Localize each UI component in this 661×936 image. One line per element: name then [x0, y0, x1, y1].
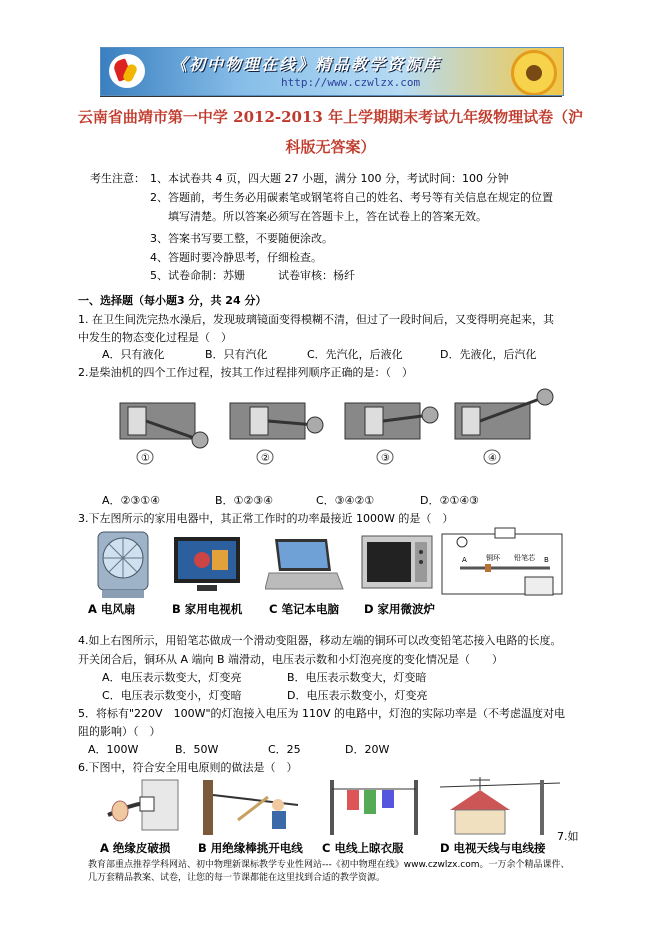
q5-stem-line1: 5．将标有"220V 100W"的灯泡接入电压为 110V 的电路中，灯泡的实际功率是（不考虑温度对电 [78, 707, 566, 720]
electric-fan-image [88, 530, 158, 600]
q4-option-a: A．电压表示数变大，灯变亮 [102, 671, 242, 684]
q1-option-d: D．先液化，后汽化 [440, 348, 537, 361]
engine-stroke-3 [345, 403, 438, 464]
q6-caption-b: B 用绝缘棒挑开电线 [198, 841, 303, 855]
engine-label: ① [141, 453, 150, 464]
notice-item: 1、本试卷共 4 页，四大题 27 小题，满分 100 分，考试时间：100 分钟 [150, 172, 509, 185]
q6-caption-d: D 电视天线与电线接 [440, 841, 546, 855]
tv-antenna-power-line-image [440, 775, 560, 837]
notice-item: 4、答题时要冷静思考，仔细检查。 [150, 251, 322, 264]
q4-stem-line1: 4.如上右图所示，用铅笔芯做成一个滑动变阻器，移动左端的铜环可以改变铅笔芯接入电路的长度。 [78, 634, 562, 647]
q2-option-c: C．③④②① [316, 494, 375, 507]
header-divider [100, 96, 562, 97]
banner-url: http://www.czwlzx.com [281, 76, 421, 89]
q6-stem: 6.下图中，符合安全用电原则的做法是（ ） [78, 761, 298, 774]
logo-icon [109, 54, 145, 88]
q2-option-d: D．②①④③ [420, 494, 479, 507]
notice-label: 考生注意： [90, 172, 145, 185]
circuit-label: A [462, 556, 467, 564]
q6-caption-c: C 电线上晾衣服 [322, 841, 404, 855]
engine-label: ② [261, 453, 270, 464]
circuit-label: B [544, 556, 549, 564]
q3-caption-c: C 笔记本电脑 [269, 602, 339, 616]
section-heading: 一、选择题（每小题3 分，共 24 分） [78, 294, 267, 307]
q4-option-b: B．电压表示数变大，灯变暗 [287, 671, 427, 684]
q5-option-b: B．50W [175, 743, 219, 756]
q2-option-b: B．①②③④ [215, 494, 273, 507]
engine-label: ④ [488, 453, 497, 464]
q5-option-d: D．20W [345, 743, 390, 756]
q6-caption-a: A 绝缘皮破损 [100, 841, 171, 855]
header-banner [100, 47, 564, 96]
engine-strokes-figure [100, 385, 570, 475]
q1-option-a: A．只有液化 [102, 348, 165, 361]
q5-option-c: C．25 [268, 743, 301, 756]
q1-option-c: C．先汽化，后液化 [307, 348, 403, 361]
page-title-line2: 科版无答案） [285, 138, 376, 156]
q4-option-d: D．电压表示数变小，灯变亮 [287, 689, 428, 702]
q2-stem: 2.是柴油机的四个工作过程，按其工作过程排列顺序正确的是：（ ） [78, 366, 413, 379]
laptop-image [265, 535, 345, 595]
page-title-line1: 云南省曲靖市第一中学 2012-2013 年上学期期末考试九年级物理试卷（沪 [77, 108, 584, 126]
banner-title: 《初中物理在线》精品教学资源库 [171, 55, 442, 74]
circuit-label: 铜环 [486, 554, 500, 562]
q3-caption-a: A 电风扇 [88, 602, 136, 616]
microwave-image [360, 530, 435, 595]
q3-caption-b: B 家用电视机 [172, 602, 243, 616]
notice-item: 3、答案书写要工整，不要随便涂改。 [150, 232, 333, 245]
q1-option-b: B．只有汽化 [205, 348, 268, 361]
q4-option-c: C．电压表示数变小，灯变暗 [102, 689, 242, 702]
notice-item: 2、答题前，考生务必用碳素笔或钢笔将自己的姓名、考号等有关信息在规定的位置 [150, 191, 553, 204]
q7-fragment: 7.如 [557, 830, 579, 843]
q2-option-a: A．②③①④ [102, 494, 160, 507]
sunflower-icon [511, 50, 557, 96]
q3-stem: 3.下左图所示的家用电器中，其正常工作时的功率最接近 1000W 的是（ ） [78, 512, 454, 525]
q1-stem-line1: 1. 在卫生间洗完热水澡后，发现玻璃镜面变得模糊不清，但过了一段时间后，又变得明亮起来，其 [78, 313, 554, 326]
engine-label: ③ [381, 453, 390, 464]
footer-line2: 几万套精品教案、试卷，让您的每一节课都能在这里找到合适的教学资源。 [88, 873, 386, 883]
footer-line1: 教育部重点推荐学科网站、初中物理新课标教学专业性网站---《初中物理在线》www.czwlzx.com。一万余个精品课件、 [88, 860, 570, 870]
notice-item: 填写清楚。所以答案必须写在答题卡上，答在试卷上的答案无效。 [168, 210, 487, 223]
notice-item: 5、试卷命制：苏姗 试卷审核：杨纤 [150, 269, 355, 282]
pencil-lead-circuit-image [440, 522, 565, 602]
q1-stem-line2: 中发生的物态变化过程是（ ） [78, 331, 232, 344]
engine-stroke-1 [120, 403, 208, 464]
q5-stem-line2: 阻的影响）（ ） [78, 725, 161, 738]
engine-stroke-2 [230, 403, 323, 464]
circuit-label: 铅笔芯 [514, 554, 535, 562]
clothes-on-wire-image [322, 775, 427, 837]
insulated-rod-image [198, 775, 308, 837]
q3-caption-d: D 家用微波炉 [364, 602, 436, 616]
engine-stroke-4 [455, 389, 553, 464]
q4-stem-line2: 开关闭合后，铜环从 A 端向 B 端滑动，电压表示数和小灯泡亮度的变化情况是（ ） [78, 653, 504, 666]
broken-plug-image [100, 775, 185, 837]
q5-option-a: A．100W [88, 743, 139, 756]
television-image [172, 535, 242, 595]
